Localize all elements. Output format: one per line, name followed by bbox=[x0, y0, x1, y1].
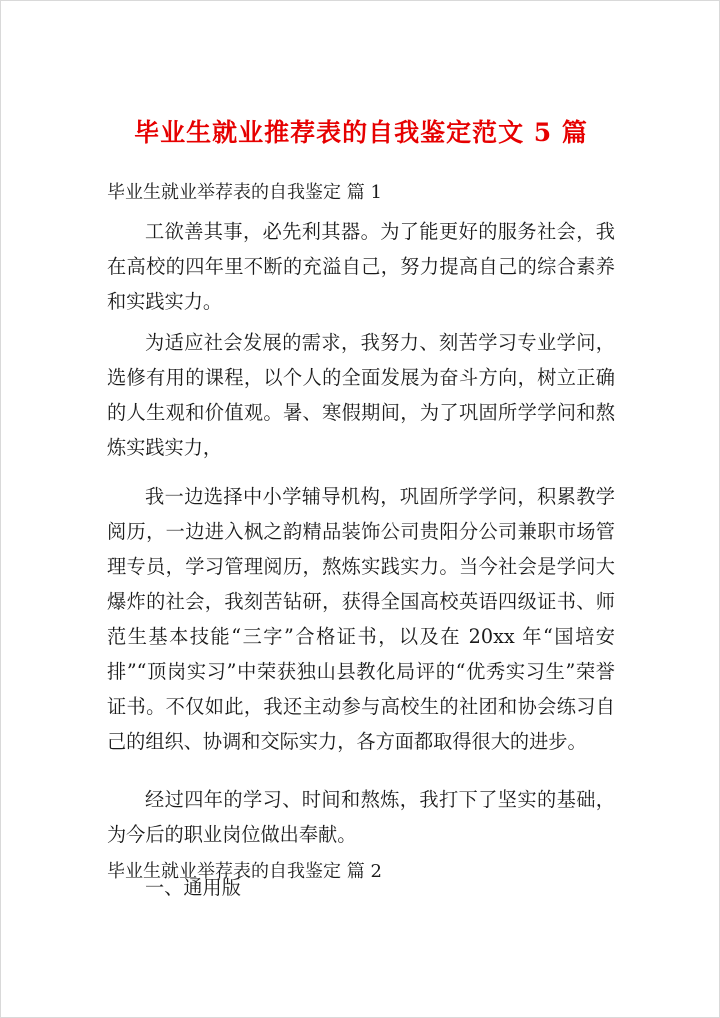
paragraph-3: 我一边选择中小学辅导机构，巩固所学学问，积累教学阅历，一边进入枫之韵精品装饰公司贵阳分公司兼职市场管理专员，学习管理阅历，熬炼实践实力。当今社会是学问大爆炸的社会，我刻苦钻研，获得全国高校英语四级证书、师范生基本技能“三字”合格证书，以及在 20xx 年“国培安排”“顶岗实习”中荣获独山县教化局评的“优秀实习生”荣誉证书。不仅如此，我还主动参与高校生的社团和协会练习自己的组织、协调和交际实力，各方面都取得很大的进步。 bbox=[107, 485, 615, 753]
section-heading-2: 毕业生就业举荐表的自我鉴定 篇 2 bbox=[107, 861, 382, 882]
paragraph-5: 一、通用版 bbox=[145, 876, 241, 899]
paragraph-1: 工欲善其事，必先利其器。为了能更好的服务社会，我在高校的四年里不断的充溢自己，努力提高自己的综合素养和实践实力。 bbox=[107, 220, 615, 313]
paragraph-2: 为适应社会发展的需求，我努力、刻苦学习专业学问，选修有用的课程，以个人的全面发展为奋斗方向，树立正确的人生观和价值观。暑、寒假期间，为了巩固所学学问和熬炼实践实力， bbox=[107, 331, 615, 459]
document-title: 毕业生就业推荐表的自我鉴定范文 5 篇 bbox=[134, 118, 588, 147]
paragraph-4: 经过四年的学习、时间和熬炼，我打下了坚实的基础，为今后的职业岗位做出奉献。 bbox=[107, 788, 615, 846]
section-heading-1: 毕业生就业举荐表的自我鉴定 篇 1 bbox=[107, 182, 382, 203]
